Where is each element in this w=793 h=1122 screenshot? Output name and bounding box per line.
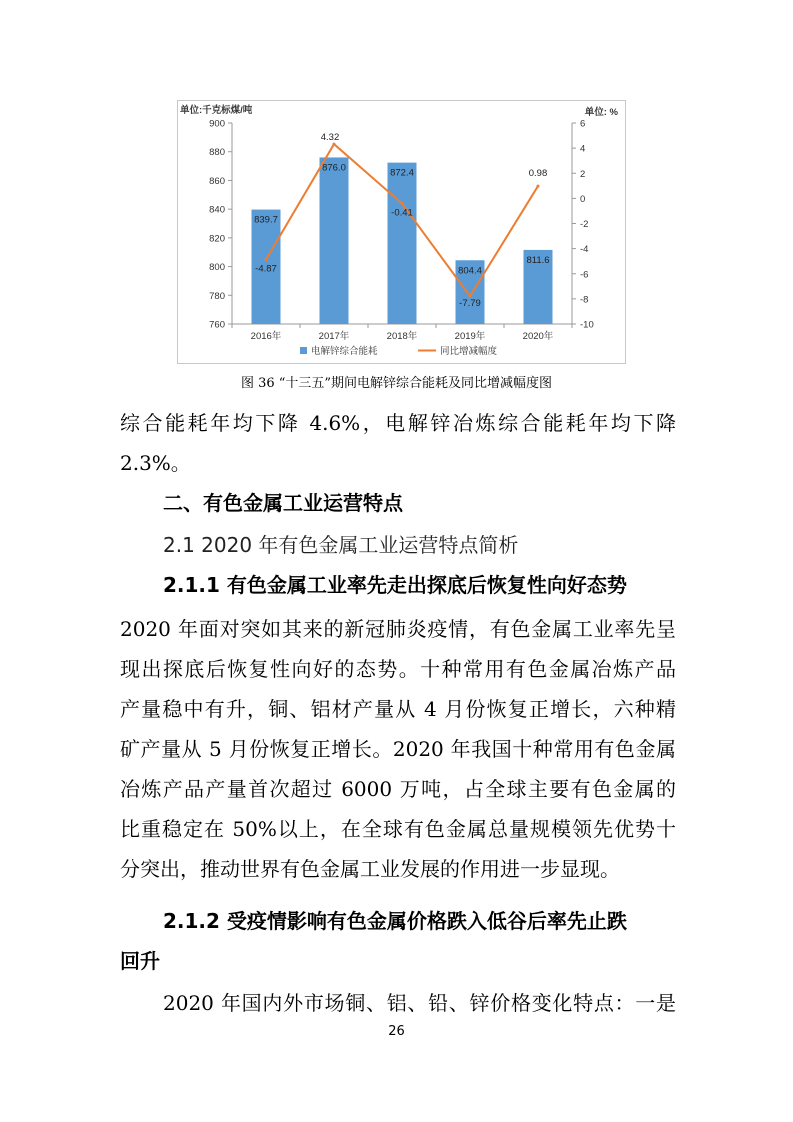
left-tick-label: 840	[209, 204, 225, 216]
page-number: 26	[388, 1024, 405, 1039]
subsubsection-heading-2-1-2	[163, 905, 676, 934]
bar-value-label: 872.4	[390, 167, 414, 179]
left-tick-label: 860	[209, 175, 225, 187]
right-tick-label: 2	[580, 168, 586, 180]
heading-line: 2.1.2 受疫情影响有色金属价格跌入低谷后率先止跌	[163, 909, 627, 933]
bar-2018年	[388, 163, 417, 324]
line-value-label: 0.98	[528, 168, 548, 180]
line-value-label: 4.32	[320, 132, 340, 144]
left-tick-label: 880	[209, 147, 225, 159]
paragraph-line: 综合能耗年均下降 4.6%，电解锌冶炼综合能耗年均下降	[120, 411, 676, 435]
right-tick-label: -8	[580, 294, 589, 306]
bar-value-label: 876.0	[322, 162, 346, 174]
heading-line: 回升	[120, 949, 160, 973]
section-heading: 二、有色金属工业运营特点	[163, 491, 403, 515]
left-tick-label: 900	[209, 118, 225, 130]
line-point	[537, 185, 540, 188]
x-tick-label: 2016年	[250, 331, 282, 342]
legend-line-label: 同比增减幅度	[440, 346, 498, 357]
subsubsection-heading-2-1-1: 2.1.1 有色金属工业率先走出探底后恢复性向好态势	[163, 573, 627, 597]
left-tick-label: 820	[209, 233, 225, 245]
paragraph-3	[163, 983, 676, 1023]
right-tick-label: -2	[580, 219, 589, 230]
right-tick-label: -4	[580, 244, 589, 256]
paragraph-line: 矿产量从 5 月份恢复正增长。2020 年我国十种常用有色金属	[120, 737, 676, 761]
bar-value-label: 839.7	[254, 214, 278, 226]
paragraph-line: 现出探底后恢复性向好的态势。十种常用有色金属冶炼产品	[120, 657, 676, 681]
chart-figure	[177, 100, 626, 364]
paragraph-2	[120, 609, 676, 889]
bar-2017年	[320, 157, 349, 324]
bar-value-label: 811.6	[526, 254, 550, 266]
right-axis-unit-label: 单位: %	[584, 107, 618, 118]
x-tick-label: 2017年	[318, 331, 350, 342]
chart-svg	[178, 101, 625, 363]
paragraph-line: 产量稳中有升，铜、铝材产量从 4 月份恢复正增长，六种精	[120, 697, 676, 721]
paragraph-line: 比重稳定在 50%以上，在全球有色金属总量规模领先优势十	[120, 817, 676, 841]
subsubsection-heading-2-1-2-cont	[120, 945, 633, 974]
left-tick-label: 760	[209, 319, 225, 331]
legend-bar-swatch	[300, 347, 307, 354]
right-tick-label: -6	[580, 269, 589, 281]
paragraph-line: 2020 年面对突如其来的新冠肺炎疫情，有色金属工业率先呈	[120, 617, 676, 641]
paragraph-line: 2020 年国内外市场铜、铝、铅、锌价格变化特点：一是	[163, 991, 676, 1015]
left-tick-label: 780	[209, 290, 225, 302]
line-value-label: -0.41	[391, 207, 413, 219]
bar-value-label: 804.4	[458, 265, 482, 277]
figure-caption: 图 36 “十三五”期间电解锌综合能耗及同比增减幅度图	[240, 376, 553, 391]
right-tick-label: 6	[580, 118, 586, 130]
paragraph-line: 2.3%。	[120, 451, 191, 475]
paragraph-line: 冶炼产品产量首次超过 6000 万吨，占全球主要有色金属的	[120, 777, 676, 801]
x-tick-label: 2018年	[386, 331, 418, 342]
line-point	[265, 258, 268, 261]
paragraph-1	[120, 403, 676, 483]
right-tick-label: 0	[580, 193, 586, 205]
line-value-label: -7.79	[459, 298, 481, 310]
legend-bar-label: 电解锌综合能耗	[311, 346, 378, 357]
x-tick-label: 2020年	[522, 331, 554, 342]
left-axis-unit-label: 单位:千克标煤/吨	[180, 105, 253, 116]
right-tick-label: 4	[580, 143, 586, 155]
left-tick-label: 800	[209, 262, 225, 274]
line-point	[401, 202, 404, 205]
subsection-heading: 2.1 2020 年有色金属工业运营特点简析	[163, 533, 519, 557]
line-value-label: -4.87	[255, 263, 277, 275]
x-tick-label: 2019年	[454, 331, 486, 342]
paragraph-line: 分突出，推动世界有色金属工业发展的作用进一步显现。	[120, 857, 620, 881]
right-tick-label: -10	[580, 319, 594, 331]
